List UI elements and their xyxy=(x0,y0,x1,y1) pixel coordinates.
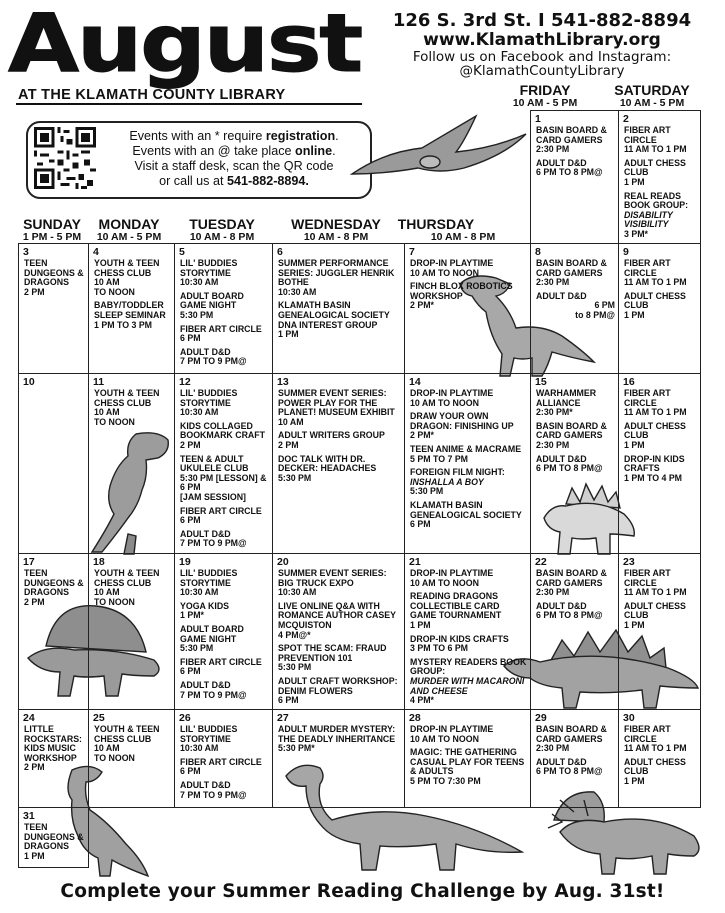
event-text: YOUTH & TEEN CHESS CLUB 10 AM TO NOON xyxy=(94,724,160,763)
event-list xyxy=(278,259,401,344)
title-divider xyxy=(16,103,362,105)
event-list xyxy=(624,389,697,487)
event-item xyxy=(410,592,527,630)
day-cell-21 xyxy=(404,553,531,710)
day-number: 31 xyxy=(23,810,35,822)
event-text: KLAMATH BASIN GENEALOGICAL SOCIETY DNA INTEREST GROUP 1 PM xyxy=(278,300,390,340)
event-text: ADULT CHESS CLUB 1 PM xyxy=(624,157,686,187)
event-text: BASIN BOARD & CARD GAMERS 2:30 PM xyxy=(536,568,607,598)
event-list xyxy=(278,389,401,487)
day-header-wednesday: WEDNESDAY xyxy=(291,216,381,232)
event-text: SUMMER PERFORMANCE SERIES: JUGGLER HENRIK BOTHE 10:30 AM xyxy=(278,258,395,297)
event-item xyxy=(180,292,269,321)
event-item xyxy=(180,455,269,503)
event-item xyxy=(410,658,527,706)
day-cell-9 xyxy=(618,243,701,374)
event-text: DROP-IN PLAYTIME 10 AM TO NOON xyxy=(410,388,494,408)
day-number: 1 xyxy=(535,113,541,125)
event-item xyxy=(180,625,269,654)
day-number: 7 xyxy=(409,246,415,258)
event-text: ADULT BOARD GAME NIGHT 5:30 PM xyxy=(180,623,244,654)
event-list xyxy=(94,725,171,767)
event-text: KIDS COLLAGED BOOKMARK CRAFT 2 PM xyxy=(180,420,266,450)
day-number: 21 xyxy=(409,556,421,568)
subtitle: AT THE KLAMATH COUNTY LIBRARY xyxy=(18,87,286,103)
event-text: TEEN DUNGEONS & DRAGONS 2 PM xyxy=(24,258,84,297)
event-text: ADULT CHESS CLUB 1 PM xyxy=(624,600,686,630)
day-number: 3 xyxy=(23,246,29,258)
event-item xyxy=(278,644,401,673)
event-item xyxy=(410,282,527,311)
event-text: TEEN ANIME & MACRAME 5 PM TO 7 PM xyxy=(410,443,522,464)
event-item xyxy=(536,126,615,155)
day-header-tuesday: TUESDAY xyxy=(189,216,255,232)
event-item xyxy=(180,422,269,451)
book-title: DISABILITY VISIBILITY xyxy=(624,209,673,230)
day-header-sunday: SUNDAY xyxy=(23,216,81,232)
event-text: READING DRAGONS COLLECTIBLE CARD GAME TOURNAMENT 1 PM xyxy=(410,591,502,630)
event-item xyxy=(624,725,697,754)
event-text: BASIN BOARD & CARD GAMERS 2:30 PM xyxy=(536,420,607,450)
event-item xyxy=(180,681,269,700)
day-cell-28 xyxy=(404,709,531,808)
event-text: DROP-IN KIDS CRAFTS 1 PM TO 4 PM xyxy=(624,453,685,483)
event-item xyxy=(536,569,615,598)
event-text: LIL' BUDDIES STORYTIME 10:30 AM xyxy=(180,724,238,754)
event-list xyxy=(624,569,697,635)
event-text: YOUTH & TEEN CHESS CLUB 10 AM TO NOON xyxy=(94,258,160,297)
registration-note: Events with an * require registration. xyxy=(129,129,339,143)
month-title: August xyxy=(8,0,361,90)
event-text: MAGIC: THE GATHERING CASUAL PLAY FOR TEENS & ADULTS 5 PM TO 7:30 PM xyxy=(410,747,525,786)
day-cell-27 xyxy=(272,709,405,808)
event-item xyxy=(180,781,269,800)
event-text: LITTLE ROCKSTARS: KIDS MUSIC WORKSHOP 2 PM xyxy=(24,724,82,773)
event-item xyxy=(536,159,615,178)
event-item xyxy=(94,389,171,427)
event-item xyxy=(624,159,697,188)
day-cell-15 xyxy=(530,373,619,554)
day-cell-16 xyxy=(618,373,701,554)
day-number: 23 xyxy=(623,556,635,568)
event-text: FIBER ART CIRCLE 11 AM TO 1 PM xyxy=(624,258,687,288)
event-text: ADULT D&D 7 PM TO 9 PM@ xyxy=(180,346,247,367)
event-text: BASIN BOARD & CARD GAMERS 2:30 PM xyxy=(536,724,607,754)
event-time: 5:30 PM xyxy=(410,486,444,497)
event-list xyxy=(94,569,171,611)
day-cell-10 xyxy=(18,373,89,554)
event-item xyxy=(624,126,697,155)
event-item xyxy=(180,569,269,598)
day-number: 9 xyxy=(623,246,629,258)
event-text: FINCH BLOX ROBOTICS WORKSHOP 2 PM* xyxy=(410,281,513,311)
day-number: 18 xyxy=(93,556,105,568)
event-text: LIL' BUDDIES STORYTIME 10:30 AM xyxy=(180,568,238,598)
event-list xyxy=(24,823,85,865)
event-text: BABY/TODDLER SLEEP SEMINAR 1 PM TO 3 PM xyxy=(94,300,166,330)
event-text: LIL' BUDDIES STORYTIME 10:30 AM xyxy=(180,388,238,418)
event-text: ADULT D&D 6 PM TO 8 PM@ xyxy=(536,756,603,777)
event-list xyxy=(536,126,615,182)
event-item xyxy=(180,389,269,418)
event-text: DOC TALK WITH DR. DECKER: HEADACHES 5:30 PM xyxy=(278,453,377,483)
event-list xyxy=(180,725,269,804)
event-item xyxy=(410,445,527,464)
event-item xyxy=(536,389,615,418)
event-text: REAL READS BOOK GROUP: xyxy=(624,190,689,211)
day-number: 27 xyxy=(277,712,289,724)
event-item xyxy=(180,725,269,754)
qr-code-icon[interactable] xyxy=(34,127,96,189)
event-item xyxy=(624,455,697,484)
event-item xyxy=(624,422,697,451)
event-item xyxy=(624,259,697,288)
event-text: BASIN BOARD & CARD GAMERS 2:30 PM xyxy=(536,258,607,288)
day-number: 17 xyxy=(23,556,35,568)
day-cell-30 xyxy=(618,709,701,808)
event-item xyxy=(536,455,615,474)
day-number: 6 xyxy=(277,246,283,258)
event-text: ADULT D&D 7 PM TO 9 PM@ xyxy=(180,528,247,549)
event-item xyxy=(180,325,269,344)
event-item xyxy=(410,468,527,497)
event-text: SUMMER EVENT SERIES: POWER PLAY FOR THE PLANET! MUSEUM EXHIBIT 10 AM xyxy=(278,388,395,427)
event-item xyxy=(180,259,269,288)
day-cell-24 xyxy=(18,709,89,808)
event-item xyxy=(180,348,269,367)
event-text: TEEN DUNGEONS & DRAGONS 2 PM xyxy=(24,568,84,607)
event-text: ADULT D&D xyxy=(536,290,587,301)
event-time: 4 PM* xyxy=(410,695,434,706)
event-list xyxy=(180,569,269,704)
day-number: 12 xyxy=(179,376,191,388)
event-text: LIVE ONLINE Q&A WITH ROMANCE AUTHOR CASEY MCQUISTON 4 PM@* xyxy=(278,600,396,640)
event-item xyxy=(94,569,171,607)
day-cell-7 xyxy=(404,243,531,374)
day-cell-1 xyxy=(530,110,619,244)
day-header-thursday: THURSDAY xyxy=(397,216,475,232)
day-header-friday: FRIDAY xyxy=(519,82,571,98)
event-item xyxy=(278,389,401,427)
library-address: 126 S. 3rd St. I 541-882-8894 xyxy=(392,10,692,31)
event-item xyxy=(94,725,171,763)
day-cell-31 xyxy=(18,807,89,868)
day-header-saturday: SATURDAY xyxy=(614,82,690,98)
day-number: 25 xyxy=(93,712,105,724)
day-header-monday: MONDAY xyxy=(98,216,160,232)
event-item xyxy=(624,192,697,240)
event-text: YOUTH & TEEN CHESS CLUB 10 AM TO NOON xyxy=(94,388,160,427)
event-text: WARHAMMER ALLIANCE 2:30 PM* xyxy=(536,388,597,418)
event-item xyxy=(410,259,527,278)
day-cell-6 xyxy=(272,243,405,374)
event-item xyxy=(410,748,527,786)
event-text: FIBER ART CIRCLE 11 AM TO 1 PM xyxy=(624,568,687,598)
event-item xyxy=(536,292,615,321)
event-text: DROP-IN PLAYTIME 10 AM TO NOON xyxy=(410,258,494,278)
event-list xyxy=(278,725,401,758)
day-number: 16 xyxy=(623,376,635,388)
event-item xyxy=(24,823,85,861)
event-text: ADULT D&D 6 PM TO 8 PM@ xyxy=(536,157,603,178)
social-handle[interactable]: @KlamathCountyLibrary xyxy=(459,63,625,79)
event-item xyxy=(180,507,269,526)
day-hours-monday: 10 AM - 5 PM xyxy=(96,231,162,243)
event-item xyxy=(624,758,697,787)
event-item xyxy=(278,301,401,339)
summer-reading-footer: Complete your Summer Reading Challenge by Aug. 31st! xyxy=(60,881,665,902)
day-number: 8 xyxy=(535,246,541,258)
event-item xyxy=(24,569,85,607)
day-number: 10 xyxy=(23,376,35,388)
day-cell-2 xyxy=(618,110,701,244)
day-cell-5 xyxy=(174,243,273,374)
event-item xyxy=(180,758,269,777)
film-title: INSHALLA A BOY xyxy=(410,476,484,487)
event-item xyxy=(180,530,269,549)
event-item xyxy=(410,501,527,530)
day-number: 15 xyxy=(535,376,547,388)
day-cell-25 xyxy=(88,709,175,808)
day-number: 30 xyxy=(623,712,635,724)
event-text: FIBER ART CIRCLE 11 AM TO 1 PM xyxy=(624,724,687,754)
event-text: FIBER ART CIRCLE 6 PM xyxy=(180,505,262,526)
event-item xyxy=(278,677,401,706)
day-number: 11 xyxy=(93,376,105,388)
day-cell-19 xyxy=(174,553,273,710)
day-cell-4 xyxy=(88,243,175,374)
day-number: 22 xyxy=(535,556,547,568)
day-number: 28 xyxy=(409,712,421,724)
event-text: FIBER ART CIRCLE 11 AM TO 1 PM xyxy=(624,388,687,418)
pterodactyl-icon xyxy=(344,112,530,192)
event-item xyxy=(624,602,697,631)
day-hours-friday: 10 AM - 5 PM xyxy=(512,97,578,109)
day-cell-17 xyxy=(18,553,89,710)
event-text: DROP-IN PLAYTIME 10 AM TO NOON xyxy=(410,724,494,744)
event-item xyxy=(536,725,615,754)
event-text: TEEN & ADULT UKULELE CLUB 5:30 PM [LESSON] & 6 PM [JAM SESSION] xyxy=(180,453,267,502)
day-number: 13 xyxy=(277,376,289,388)
day-hours-sunday: 1 PM - 5 PM xyxy=(22,231,82,243)
event-item xyxy=(624,569,697,598)
day-hours-wednesday: 10 AM - 8 PM xyxy=(303,231,369,243)
event-item xyxy=(624,389,697,418)
event-item xyxy=(24,259,85,297)
event-list xyxy=(536,569,615,625)
day-cell-22 xyxy=(530,553,619,710)
event-text: ADULT WRITERS GROUP 2 PM xyxy=(278,430,385,450)
event-item xyxy=(536,422,615,451)
event-item xyxy=(536,259,615,288)
online-note: Events with an @ take place online. xyxy=(132,144,336,158)
event-text: ADULT MURDER MYSTERY: THE DEADLY INHERITANCE 5:30 PM* xyxy=(278,724,396,754)
social-follow-line: Follow us on Facebook and Instagram: xyxy=(412,49,672,65)
event-item xyxy=(410,635,527,654)
event-text: DRAW YOUR OWN DRAGON: FINISHING UP 2 PM* xyxy=(410,411,514,441)
day-hours-thursday: 10 AM - 8 PM xyxy=(430,231,496,243)
event-list xyxy=(410,259,527,315)
event-list xyxy=(24,259,85,301)
event-time: 6 PM to 8 PM@ xyxy=(575,300,615,320)
event-text: YOGA KIDS 1 PM* xyxy=(180,600,230,621)
event-text: FOREIGN FILM NIGHT: xyxy=(410,467,505,478)
event-text: ADULT CHESS CLUB 1 PM xyxy=(624,290,686,320)
event-text: ADULT CHESS CLUB 1 PM xyxy=(624,420,686,450)
day-cell-18 xyxy=(88,553,175,710)
event-text: MYSTERY READERS BOOK GROUP: xyxy=(410,656,527,677)
event-text: ADULT BOARD GAME NIGHT 5:30 PM xyxy=(180,290,244,320)
day-cell-11 xyxy=(88,373,175,554)
day-cell-14 xyxy=(404,373,531,554)
day-hours-tuesday: 10 AM - 8 PM xyxy=(189,231,255,243)
event-list xyxy=(94,259,171,334)
event-item xyxy=(410,725,527,744)
event-text: FIBER ART CIRCLE 6 PM xyxy=(180,656,262,677)
event-text: SUMMER EVENT SERIES: BIG TRUCK EXPO 10:30 AM xyxy=(278,568,387,598)
event-item xyxy=(410,412,527,441)
event-item xyxy=(94,301,171,330)
day-hours-saturday: 10 AM - 5 PM xyxy=(619,97,685,109)
day-number: 19 xyxy=(179,556,191,568)
day-number: 4 xyxy=(93,246,99,258)
event-item xyxy=(536,758,615,777)
day-number: 20 xyxy=(277,556,289,568)
event-list xyxy=(624,126,697,244)
event-list xyxy=(410,569,527,710)
day-cell-13 xyxy=(272,373,405,554)
event-text: YOUTH & TEEN CHESS CLUB 10 AM TO NOON xyxy=(94,568,160,607)
event-text: TEEN DUNGEONS & DRAGONS 1 PM xyxy=(24,822,84,861)
event-list xyxy=(278,569,401,710)
event-list xyxy=(24,725,85,777)
event-item xyxy=(180,602,269,621)
phone-note: or call us at 541-882-8894. xyxy=(159,174,309,188)
event-item xyxy=(536,602,615,621)
event-list xyxy=(24,569,85,611)
day-number: 14 xyxy=(409,376,421,388)
event-item xyxy=(278,602,401,640)
event-item xyxy=(278,259,401,297)
day-cell-26 xyxy=(174,709,273,808)
event-text: BASIN BOARD & CARD GAMERS 2:30 PM xyxy=(536,125,607,155)
event-list xyxy=(536,725,615,781)
event-list xyxy=(410,389,527,534)
event-text: SPOT THE SCAM: FRAUD PREVENTION 101 5:30 PM xyxy=(278,643,387,673)
day-number: 5 xyxy=(179,246,185,258)
day-number: 26 xyxy=(179,712,191,724)
event-item xyxy=(278,455,401,484)
day-cell-20 xyxy=(272,553,405,710)
day-number: 2 xyxy=(623,113,629,125)
event-list xyxy=(624,725,697,791)
event-list xyxy=(94,389,171,431)
event-item xyxy=(278,569,401,598)
event-item xyxy=(410,389,527,408)
day-cell-8 xyxy=(530,243,619,374)
day-number: 24 xyxy=(23,712,35,724)
day-cell-3 xyxy=(18,243,89,374)
day-cell-23 xyxy=(618,553,701,710)
event-text: ADULT CRAFT WORKSHOP: DENIM FLOWERS 6 PM xyxy=(278,675,398,706)
event-list xyxy=(410,725,527,791)
day-number: 29 xyxy=(535,712,547,724)
event-text: LIL' BUDDIES STORYTIME 10:30 AM xyxy=(180,258,238,288)
event-item xyxy=(24,725,85,773)
event-text: KLAMATH BASIN GENEALOGICAL SOCIETY 6 PM xyxy=(410,499,522,530)
event-text: ADULT D&D 6 PM TO 8 PM@ xyxy=(536,600,603,621)
event-text: ADULT D&D 7 PM TO 9 PM@ xyxy=(180,679,247,700)
event-item xyxy=(278,431,401,450)
event-item xyxy=(624,292,697,321)
event-list xyxy=(180,389,269,553)
event-item xyxy=(410,569,527,588)
event-text: DROP-IN PLAYTIME 10 AM TO NOON xyxy=(410,568,494,588)
staff-desk-note: Visit a staff desk, scan the QR code xyxy=(134,159,334,173)
book-title: MURDER WITH MACARONI AND CHEESE xyxy=(410,675,525,696)
day-cell-12 xyxy=(174,373,273,554)
event-item xyxy=(180,658,269,677)
event-text: FIBER ART CIRCLE 6 PM xyxy=(180,756,262,777)
event-list xyxy=(536,389,615,478)
event-text: ADULT D&D 7 PM TO 9 PM@ xyxy=(180,779,247,800)
event-text: FIBER ART CIRCLE 11 AM TO 1 PM xyxy=(624,125,687,155)
library-website[interactable]: www.KlamathLibrary.org xyxy=(423,30,661,50)
event-text: ADULT CHESS CLUB 1 PM xyxy=(624,756,686,786)
day-cell-29 xyxy=(530,709,619,808)
event-list xyxy=(624,259,697,325)
event-list xyxy=(536,259,615,325)
event-item xyxy=(278,725,401,754)
event-text: FIBER ART CIRCLE 6 PM xyxy=(180,323,262,344)
event-time: 3 PM* xyxy=(624,228,648,239)
event-text: DROP-IN KIDS CRAFTS 3 PM TO 6 PM xyxy=(410,633,509,654)
event-text: ADULT D&D 6 PM TO 8 PM@ xyxy=(536,453,603,474)
event-item xyxy=(94,259,171,297)
event-list xyxy=(180,259,269,371)
